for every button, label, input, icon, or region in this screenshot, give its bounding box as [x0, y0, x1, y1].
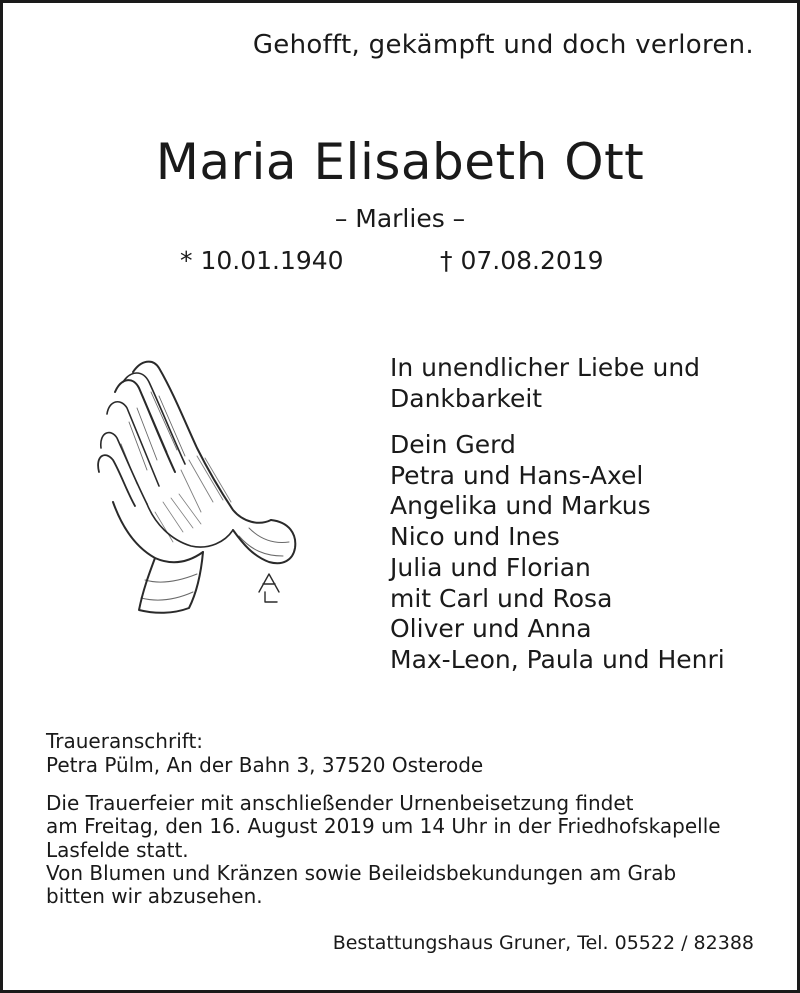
address-value: Petra Pülm, An der Bahn 3, 37520 Osterode	[46, 752, 484, 777]
ceremony-line: Lasfelde statt.	[46, 837, 189, 862]
mourning-address	[46, 730, 483, 777]
death-date: † 07.08.2019	[440, 246, 604, 275]
praying-hands-icon	[93, 352, 298, 620]
undertaker-contact: Bestattungshaus Gruner, Tel. 05522 / 82388	[332, 932, 754, 954]
signer: Julia und Florian	[390, 552, 591, 582]
address-label: Traueranschrift:	[46, 729, 204, 753]
birth-date: * 10.01.1940	[180, 246, 344, 275]
deceased-nickname: – Marlies –	[334, 204, 466, 233]
signer: Oliver und Anna	[390, 614, 592, 644]
signer: Petra und Hans-Axel	[390, 460, 644, 490]
signer: Nico und Ines	[390, 522, 560, 552]
dedication-text	[390, 352, 700, 414]
signer: mit Carl und Rosa	[390, 583, 613, 613]
signer: Angelika und Markus	[390, 491, 651, 521]
ceremony-line: am Freitag, den 16. August 2019 um 14 Uhr in der Friedhofskapelle	[46, 814, 721, 839]
signers-list	[390, 430, 725, 676]
ceremony-details	[46, 792, 721, 908]
signer: Max-Leon, Paula und Henri	[390, 644, 725, 674]
signer: Dein Gerd	[390, 430, 516, 459]
ceremony-line: Von Blumen und Kränzen sowie Beileidsbekundungen am Grab	[46, 860, 677, 885]
motto-text: Gehofft, gekämpft und doch verloren.	[252, 30, 754, 60]
dedication-line: Dankbarkeit	[390, 384, 543, 413]
ceremony-line: Die Trauerfeier mit anschließender Urnenbeisetzung findet	[46, 791, 634, 815]
deceased-name: Maria Elisabeth Ott	[155, 133, 645, 191]
ceremony-line: bitten wir abzusehen.	[46, 884, 263, 909]
dedication-line: In unendlicher Liebe und	[390, 353, 701, 382]
